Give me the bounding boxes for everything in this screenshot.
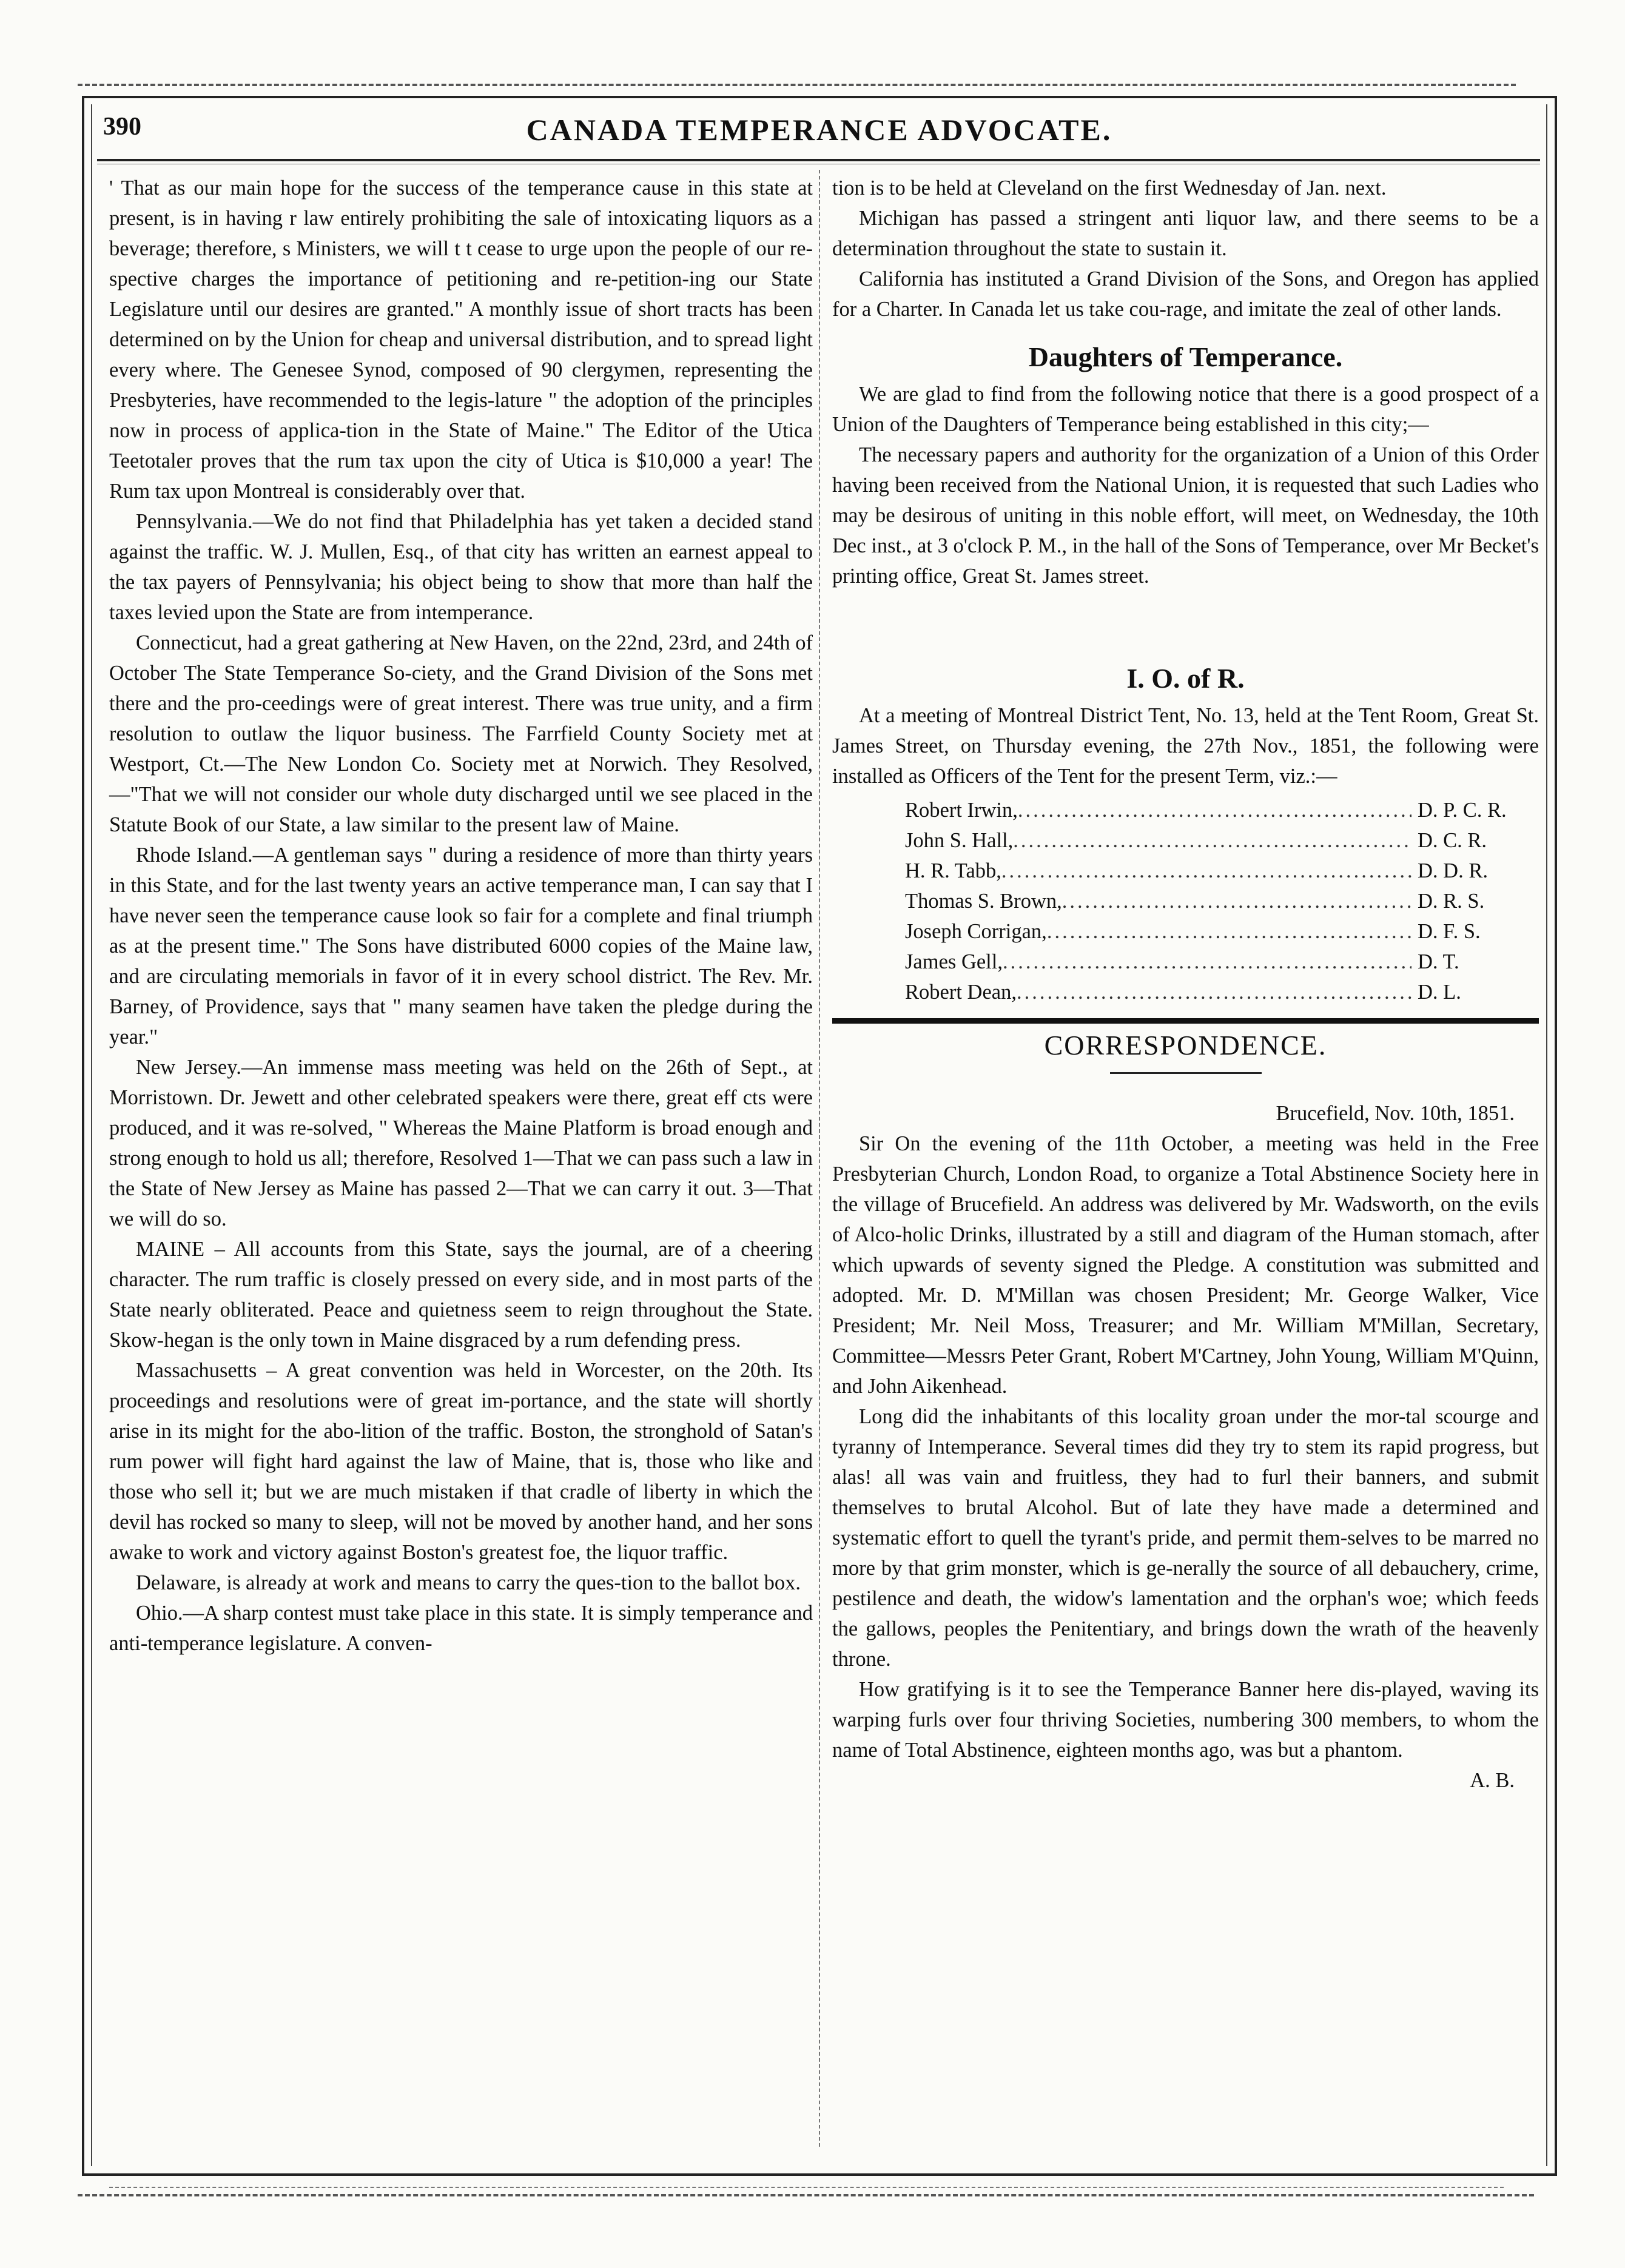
officer-title: D. C. R. — [1418, 829, 1487, 852]
letter-closing: How gratifying is it to see the Temperance Banner here dis-played, waving its warping furls over four thriving Societies, numbering 300 members, to whom the name of Total Abstinence, eighteen months ago, was but a phantom. — [832, 1678, 1539, 1762]
article-paragraph-delaware: Delaware, is already at work and means to carry the ques-tion to the ballot box. — [136, 1571, 801, 1594]
header-rule — [97, 159, 1540, 161]
bottom-border-dashes — [78, 2194, 1534, 2196]
officer-row — [832, 947, 1539, 977]
daughters-notice: The necessary papers and authority for the organization of a Union of this Order having been received from the National Union, it is requested that such Ladies who may be desirous of uniting in this noble effort, will meet, on Wednesday, the 10th Dec inst., at 3 o'clock P. M., in the hall of the Sons of Temperance, over Mr Becket's printing office, Great St. James street. — [832, 443, 1539, 588]
article-paragraph-michigan: Michigan has passed a stringent anti liquor law, and there seems to be a determination throughout the state to sustain it. — [832, 207, 1539, 260]
article-paragraph: ' That as our main hope for the success of the temperance cause in this state at present, is in having r law entirely prohibiting the sale of intoxicating liquors as a beverage; therefore, s Ministers, we will t t cease to urge upon the people of our re-spective charges the importance of petitioning and re-petition-ing our State Legislature until our desires are granted." A monthly issue of short tracts has been determined on by the Union for cheap and universal distribution, and to spread light every where. The Genesee Synod, composed of 90 clergymen, representing the Presbyteries, have recommended to the legis-lature " the adoption of the principles now in process of applica-tion in the State of Maine." The Editor of the Utica Teetotaler proves that the rum tax upon the city of Utica is $10,000 a year! The Rum tax upon Montreal is considerably over that. — [109, 176, 813, 503]
officer-name: James Gell, — [905, 950, 1003, 973]
officer-row — [832, 916, 1539, 947]
letter-dateline: Brucefield, Nov. 10th, 1851. — [1276, 1102, 1515, 1125]
article-paragraph-connecticut: Connecticut, had a great gathering at New Haven, on the 22nd, 23rd, and 24th of October The State Temperance So-ciety, and the Grand Division of the Sons met there and the pro-ceedings were of great interest. There was true unity, and a firm resolution to outlaw the liquor business. The Farrfield County Society met at Westport, Ct.—The New London Co. Society met at Norwich. They Resolved,—"That we will not consider our whole duty discharged until we see placed in the Statute Book of our State, a law similar to the present law of Maine. — [109, 631, 813, 836]
article-paragraph-new-jersey: New Jersey.—An immense mass meeting was held on the 26th of Sept., at Morristown. Dr. Jewett and other celebrated speakers were there, great eff cts were produced, and it was re-solved, " Whereas the Maine Platform is broad enough and strong enough to hold us all; therefore, Resolved 1—That we can pass such a law in the State of New Jersey as Maine has passed 2—That we can carry it out. 3—That we will do so. — [109, 1056, 813, 1230]
officer-row — [832, 825, 1539, 856]
officer-row — [832, 886, 1539, 916]
article-paragraph-pennsylvania: Pennsylvania.—We do not find that Philadelphia has yet taken a decided stand against the traffic. W. J. Mullen, Esq., of that city has written an earnest appeal to the tax payers of Pennsylvania; his object being to show that more than half the taxes levied upon the State are from intemperance. — [109, 510, 813, 624]
section-heading-daughters: Daughters of Temperance. — [1028, 341, 1343, 372]
section-rule-thick — [832, 1018, 1539, 1024]
article-paragraph-continued: tion is to be held at Cleveland on the first Wednesday of Jan. next. — [832, 176, 1387, 200]
page-number: 390 — [103, 113, 141, 141]
letter-signature: A. B. — [1470, 1769, 1515, 1792]
officer-name: Robert Dean, — [905, 981, 1017, 1004]
running-title: CANADA TEMPERANCE ADVOCATE. — [526, 113, 1112, 147]
officer-title: D. T. — [1418, 950, 1459, 973]
article-paragraph-california: California has instituted a Grand Division of the Sons, and Oregon has applied for a Charter. In Canada let us take cou-rage, and imitate the zeal of other lands. — [832, 267, 1539, 321]
officer-name: Joseph Corrigan, — [905, 920, 1047, 943]
top-border-dashes — [78, 84, 1516, 86]
leader-dots — [1013, 825, 1411, 856]
officer-name: Thomas S. Brown, — [905, 890, 1062, 913]
leader-dots — [1003, 947, 1411, 977]
article-paragraph-massachusetts: Massachusetts – A great convention was held in Worcester, on the 20th. Its proceedings and resolutions were of great im-portance, and the state will shortly arise in its might for the abo-lition of the traffic. Boston, the stronghold of Satan's rum power will fight hard against the law of Maine, that is, those who like and those who sell it; but we are much mistaken if that cradle of liberty in which the devil has rocked so many to sleep, will not be moved by another hand, and her sons awake to work and victory against Boston's greatest foe, the liquor traffic. — [109, 1359, 813, 1564]
left-column — [109, 173, 813, 1659]
leader-dots — [1018, 795, 1411, 825]
leader-dots — [1001, 856, 1411, 886]
section-spacer — [832, 591, 1539, 646]
ior-paragraph: At a meeting of Montreal District Tent, No. 13, held at the Tent Room, Great St. James Street, on Thursday evening, the 27th Nov., 1851, the following were installed as Officers of the Tent for the present Term, viz.:— — [832, 704, 1539, 788]
column-divider — [819, 170, 820, 2147]
letter-paragraph: Long did the inhabitants of this locality groan under the mor-tal scourge and tyranny of Intemperance. Several times did they try to stem its rapid progress, but alas! all was vain and fruitless, they had to furl their banners, and submit themselves to brutal Alcohol. But of late they have made a determined and systematic effort to quell the tyrant's pride, and permit them-selves to be marred no more by that grim monster, which is ge-nerally the source of all debauchery, crime, pestilence and death, the widow's lamentation and the orphan's woe; which feeds the gallows, peoples the Penitentiary, and brings down the wrath of the heavenly throne. — [832, 1405, 1539, 1671]
article-paragraph-ohio: Ohio.—A sharp contest must take place in this state. It is simply temperance and anti-temperance legislature. A conven- — [109, 1602, 813, 1655]
section-heading-ior: I. O. of R. — [1126, 663, 1245, 694]
officer-row — [832, 795, 1539, 825]
officer-title: D. L. — [1418, 981, 1461, 1004]
right-column — [832, 173, 1539, 1796]
officer-title: D. D. R. — [1418, 859, 1488, 882]
article-paragraph-rhode-island: Rhode Island.—A gentleman says " during a residence of more than thirty years in this State, and for the last twenty years an active temperance man, I can say that I have never seen the temperance cause look so fair for a complete and final triumph as at the present time." The Sons have distributed 6000 copies of the Maine law, and are circulating memorials in favor of it in every school district. The Rev. Mr. Barney, of Providence, says that " many seamen have taken the pledge during the year." — [109, 844, 813, 1048]
letter-paragraph: Sir On the evening of the 11th October, a meeting was held in the Free Presbyterian Church, London Road, to organize a Total Abstinence Society here in the village of Brucefield. An address was delivered by Mr. Wadsworth, on the evils of Alco-holic Drinks, illustrated by a still and diagram of the Human stomach, after which upwards of seventy signed the Pledge. A constitution was submitted and adopted. Mr. D. M'Millan was chosen President; Mr. George Walker, Vice President; Mr. Neil Moss, Treasurer; and Mr. William M'Millan, Secretary, Committee—Messrs Peter Grant, Robert M'Cartney, John Young, William M'Quinn, and John Aikenhead. — [832, 1132, 1539, 1398]
leader-dots — [1017, 977, 1411, 1007]
officer-title: D. F. S. — [1418, 920, 1481, 943]
officer-name: Robert Irwin, — [905, 799, 1018, 822]
page-header — [91, 112, 1547, 155]
officer-name: H. R. Tabb, — [905, 859, 1001, 882]
leader-dots — [1062, 886, 1411, 916]
section-heading-correspondence: CORRESPONDENCE. — [1044, 1030, 1327, 1061]
section-rule-short — [1110, 1072, 1262, 1074]
officer-row — [832, 856, 1539, 886]
article-paragraph-maine: MAINE – All accounts from this State, says the journal, are of a cheering character. The rum traffic is closely pressed on every side, and in most parts of the State nearly obliterated. Peace and quietness seem to reign throughout the State. Skow-hegan is the only town in Maine disgraced by a rum defending press. — [109, 1238, 813, 1352]
letter-signature-line — [832, 1765, 1539, 1796]
officer-row — [832, 977, 1539, 1007]
officers-list — [832, 795, 1539, 1007]
officer-title: D. P. C. R. — [1418, 799, 1507, 822]
officer-title: D. R. S. — [1418, 890, 1485, 913]
bottom-border-dashes-inner — [109, 2187, 1504, 2188]
officer-name: John S. Hall, — [905, 829, 1014, 852]
daughters-paragraph: We are glad to find from the following notice that there is a good prospect of a Union of the Daughters of Temperance being established in this city;— — [832, 383, 1539, 436]
leader-dots — [1047, 916, 1411, 947]
